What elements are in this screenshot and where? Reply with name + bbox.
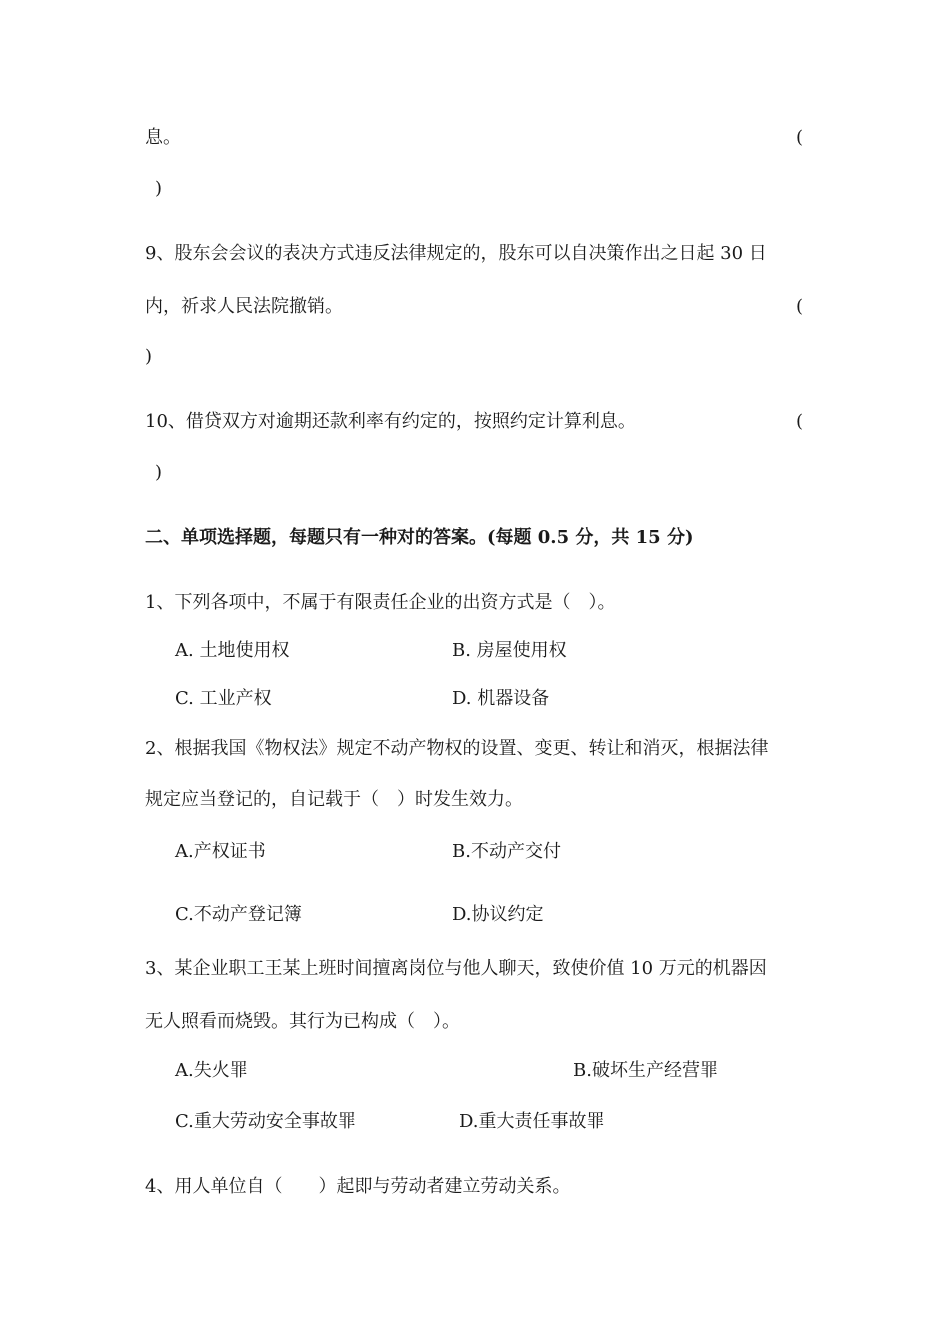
- single-choice-3-line2: 无人照看而烧毁。其行为已构成（ ）。: [145, 1011, 460, 1032]
- option-a: A.失火罪: [175, 1060, 248, 1081]
- answer-paren-close: ): [155, 178, 163, 199]
- answer-paren-open: (: [795, 127, 803, 148]
- question-10: 10、借贷双方对逾期还款利率有约定的，按照约定计算利息。: [145, 411, 636, 432]
- answer-paren-open: (: [795, 296, 803, 317]
- prev-question-tail: 息。: [145, 127, 181, 148]
- question-9-line1: 9、股东会会议的表决方式违反法律规定的，股东可以自决策作出之日起 30 日: [145, 243, 767, 264]
- option-a: A. 土地使用权: [175, 640, 290, 661]
- answer-paren-close: ): [145, 346, 153, 367]
- single-choice-2-line2: 规定应当登记的，自记载于（ ）时发生效力。: [145, 789, 523, 810]
- option-b: B. 房屋使用权: [452, 640, 567, 661]
- option-d: D.重大责任事故罪: [459, 1111, 605, 1132]
- option-d: D. 机器设备: [452, 688, 550, 709]
- question-9-line2: 内，祈求人民法院撤销。: [145, 296, 343, 317]
- answer-paren-close: ): [155, 462, 163, 483]
- option-a: A.产权证书: [175, 841, 266, 862]
- option-c: C.不动产登记簿: [175, 904, 302, 925]
- single-choice-4-stem: 4、用人单位自（ ）起即与劳动者建立劳动关系。: [145, 1176, 571, 1197]
- answer-paren-open: (: [795, 411, 803, 432]
- single-choice-1-stem: 1、下列各项中，不属于有限责任企业的出资方式是（ ）。: [145, 592, 616, 613]
- section-heading: 二、单项选择题，每题只有一种对的答案。(每题 0.5 分，共 15 分): [145, 527, 694, 548]
- option-c: C.重大劳动安全事故罪: [175, 1111, 356, 1132]
- option-b: B.破坏生产经营罪: [573, 1060, 718, 1081]
- option-b: B.不动产交付: [452, 841, 561, 862]
- single-choice-2-line1: 2、根据我国《物权法》规定不动产物权的设置、变更、转让和消灭，根据法律: [145, 738, 769, 759]
- option-d: D.协议约定: [452, 904, 544, 925]
- single-choice-3-line1: 3、某企业职工王某上班时间擅离岗位与他人聊天，致使价值 10 万元的机器因: [145, 958, 767, 979]
- option-c: C. 工业产权: [175, 688, 272, 709]
